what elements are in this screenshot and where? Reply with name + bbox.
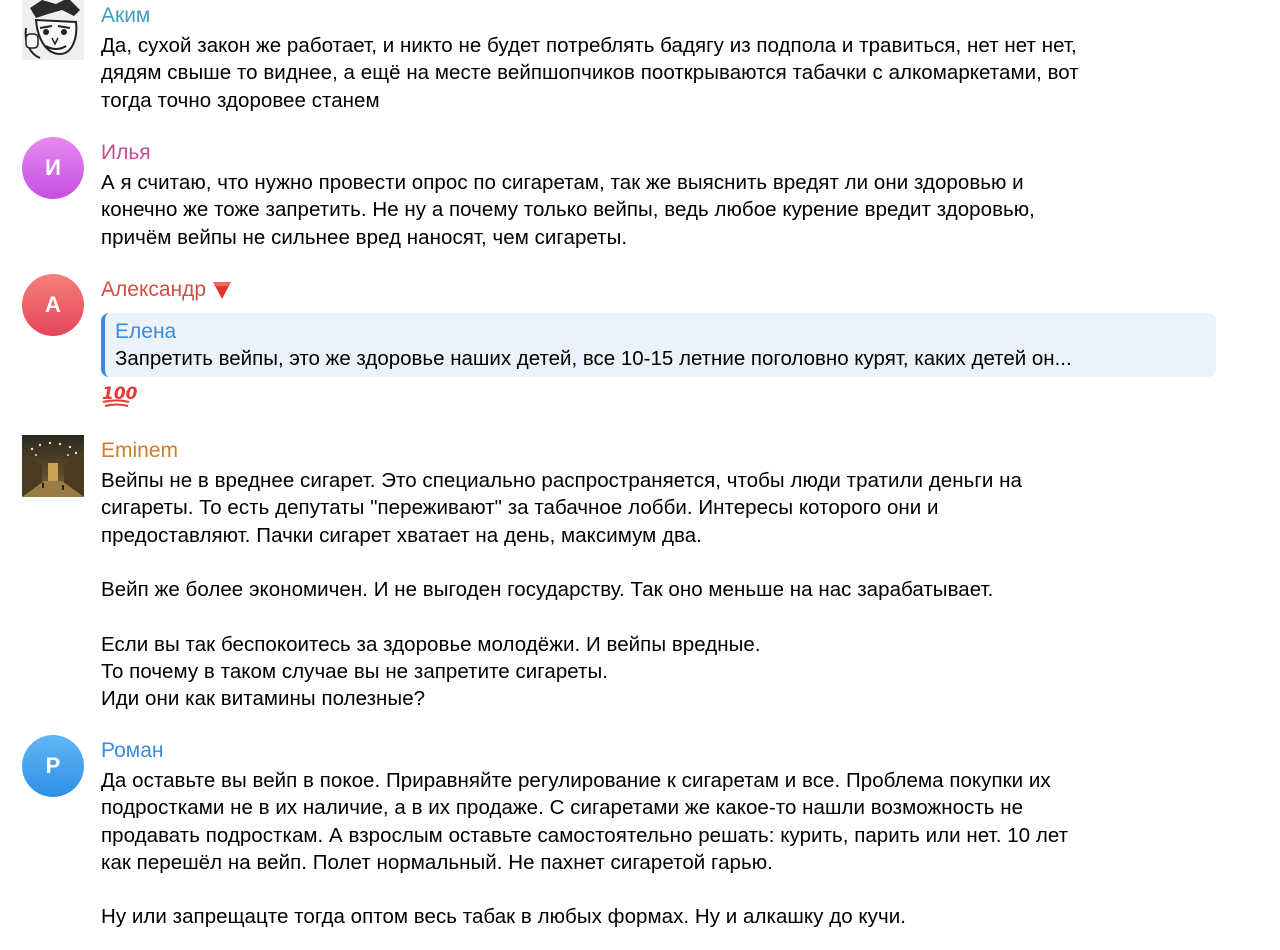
avatar-roman[interactable]	[22, 735, 84, 797]
red-triangle-flag-icon	[212, 280, 232, 307]
avatar-letter: Р	[45, 753, 61, 778]
avatar-letter: И	[45, 155, 61, 180]
author-name[interactable]: Аким	[101, 4, 151, 27]
message-text: А я считаю, что нужно провести опрос по сигаретам, так же выяснить вредят ли они здоровью и конечно же тоже запретить. Не ну а почему только вейпы, ведь любое курение вредит здоровью, причём вейпы не сильнее вред наносят, чем сигареты.	[101, 171, 1035, 249]
avatar-letter: А	[45, 292, 61, 317]
author-name-text: Александр	[101, 278, 207, 301]
reply-author: Елена	[115, 320, 177, 343]
avatar-akim[interactable]	[22, 0, 84, 60]
author-name[interactable]: Роман	[101, 739, 164, 762]
avatar-eminem[interactable]	[22, 435, 84, 497]
hundred-points-emoji-icon[interactable]	[101, 381, 1226, 411]
photo-avatar-night-street-icon	[22, 435, 84, 497]
author-name[interactable]: Eminem	[101, 439, 179, 462]
author-name[interactable]	[101, 276, 1226, 303]
reply-quote[interactable]	[101, 313, 1216, 377]
cartoon-face-avatar-icon	[22, 0, 84, 60]
message-text: Да оставьте вы вейп в покое. Приравняйте регулирование к сигаретам и все. Проблема покупки их подростками не в их наличие, а в их продаже. С сигаретами же какое-то нашли возможность не продавать подросткам. А взрослым оставьте самостоятельно решать: курить, парить или нет. 10 лет как перешёл на вейп. Полет нормальный. Не пахнет сигаретой гарью. Ну или запрещацте тогда оптом весь табак в любых формах. Ну и алкашку до кучи.	[101, 769, 1069, 929]
message-text: Да, сухой закон же работает, и никто не будет потреблять бадягу из подпола и травиться, нет нет нет, дядям свыше то виднее, а ещё на месте вейпшопчиков пооткрываются табачки с алкомаркетами, вот тогда точно здоровее станем	[101, 34, 1079, 112]
svg-text:☺: ☺	[70, 8, 78, 16]
avatar-ilya[interactable]	[22, 137, 84, 199]
author-name[interactable]: Илья	[101, 141, 151, 164]
reply-text: Запретить вейпы, это же здоровье наших детей, все 10-15 летние поголовно курят, каких детей он...	[115, 347, 1072, 370]
avatar-alexander[interactable]	[22, 274, 84, 336]
message-text: Вейпы не в вреднее сигарет. Это специально распространяется, чтобы люди тратили деньги на сигареты. То есть депутаты "переживают" за табачное лобби. Интересы которого они и предоставляют. Пачки сигарет хватает на день, максимум два. Вейп же более экономичен. И не выгоден государству. Так оно меньше на нас зарабатывает. Если вы так беспокоитесь за здоровье молодёжи. И вейпы вредные. То почему в таком случае вы не запретите сигареты. Иди они как витамины полезные?	[101, 469, 1022, 711]
svg-text:100: 100	[102, 384, 138, 404]
